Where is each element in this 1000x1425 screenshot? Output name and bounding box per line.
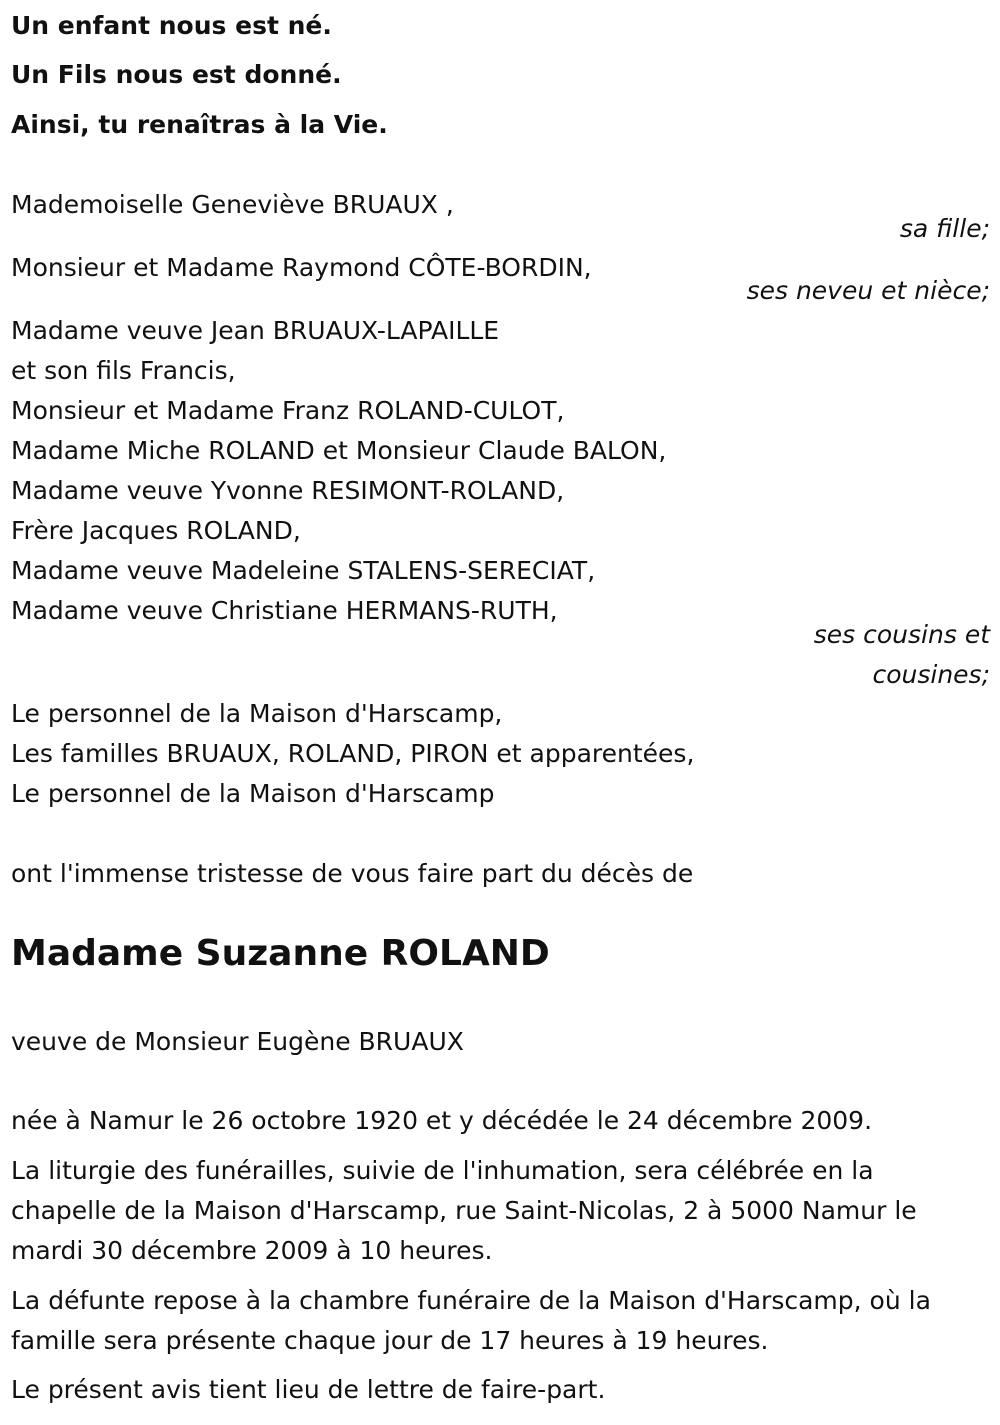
widow-of-text: veuve de Monsieur Eugène BRUAUX — [11, 1027, 464, 1056]
mourner-name: Monsieur et Madame Raymond CÔTE-BORDIN, — [11, 253, 592, 282]
mourner-name: Le personnel de la Maison d'Harscamp, — [11, 699, 503, 728]
mourner-name: Les familles BRUAUX, ROLAND, PIRON et apparentées, — [11, 739, 695, 768]
visitation-details: La défunte repose à la chambre funéraire de la Maison d'Harscamp, où la famille sera présente chaque jour de 17 heures à 19 heures. — [11, 1286, 931, 1355]
deceased-name: Madame Suzanne ROLAND — [11, 933, 550, 974]
mourner-name: Frère Jacques ROLAND, — [11, 516, 301, 545]
mourner-name: Madame veuve Yvonne RESIMONT-ROLAND, — [11, 476, 565, 505]
mourner-name: Madame veuve Christiane HERMANS-RUTH, — [11, 596, 558, 625]
relation-label: ses cousins et — [813, 620, 990, 649]
verse-line-3: Ainsi, tu renaîtras à la Vie. — [11, 110, 388, 139]
mourner-name: Monsieur et Madame Franz ROLAND-CULOT, — [11, 396, 565, 425]
relation-label: ses neveu et nièce; — [746, 276, 990, 305]
closing-text: Le présent avis tient lieu de lettre de faire-part. — [11, 1375, 606, 1404]
relation-label: sa fille; — [899, 214, 990, 243]
mourner-name: Madame veuve Jean BRUAUX-LAPAILLE — [11, 316, 500, 345]
mourner-name: Mademoiselle Geneviève BRUAUX , — [11, 190, 454, 219]
announcement-text: ont l'immense tristesse de vous faire part du décès de — [11, 859, 694, 888]
birth-death-text: née à Namur le 26 octobre 1920 et y décédée le 24 décembre 2009. — [11, 1106, 873, 1135]
mourner-name: Madame Miche ROLAND et Monsieur Claude BALON, — [11, 436, 667, 465]
funeral-details: La liturgie des funérailles, suivie de l'inhumation, sera célébrée en la chapelle de la Maison d'Harscamp, rue Saint-Nicolas, 2 à 5000 Namur le mardi 30 décembre 2009 à 10 heures. — [11, 1156, 917, 1265]
relation-label: cousines; — [872, 660, 990, 689]
verse-line-1: Un enfant nous est né. — [11, 11, 332, 40]
mourner-name: Madame veuve Madeleine STALENS-SERECIAT, — [11, 556, 596, 585]
verse-line-2: Un Fils nous est donné. — [11, 60, 342, 89]
mourner-name: et son fils Francis, — [11, 356, 236, 385]
mourner-name: Le personnel de la Maison d'Harscamp — [11, 779, 495, 808]
